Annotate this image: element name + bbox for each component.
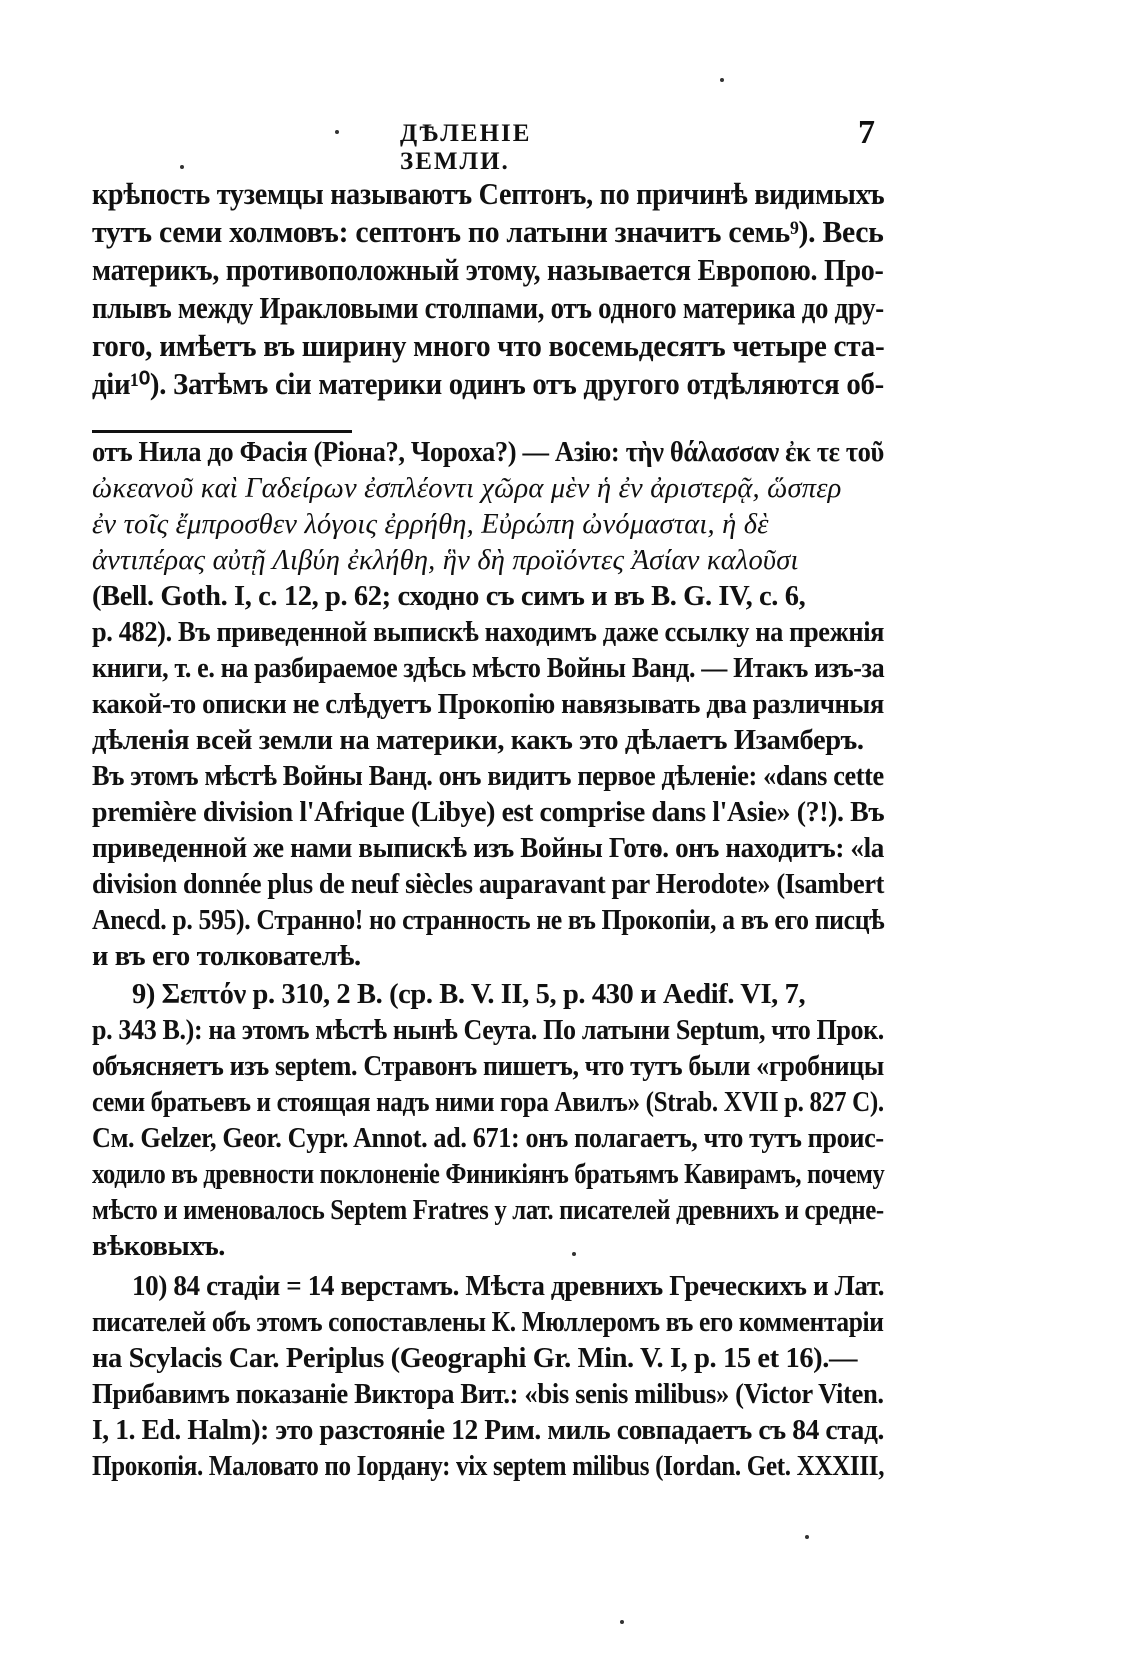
footnote-line: I, 1. Ed. Halm): это разстояніе 12 Рим. миль совпадаетъ съ 84 стад. <box>92 1415 884 1446</box>
footnote-line-greek: ἀντιπέρας αὐτῇ Λιβύη ἐκλήθη, ἣν δὴ προϊόντες Ἀσίαν καλοῦσι <box>92 545 799 576</box>
footnote-separator-rule <box>92 430 352 433</box>
main-text-line: гого, имѣетъ въ ширину много что восемьдесятъ четыре ста- <box>92 328 885 363</box>
footnote-line: мѣсто и именовалось Septem Fratres у лат. писателей древнихъ и средне- <box>92 1195 884 1226</box>
footnote-line: отъ Нила до Фасія (Ріона?, Чороха?) — Азію: τὴν θάλασσαν ἐκ τε τοῦ <box>92 437 884 468</box>
footnote-line: См. Gelzer, Geor. Cypr. Annot. ad. 671: онъ полагаетъ, что тутъ проис- <box>92 1123 884 1154</box>
print-speck <box>805 1535 809 1539</box>
print-speck <box>180 165 184 169</box>
main-text-line: материкъ, противоположный этому, называется Европою. Про- <box>92 252 884 287</box>
footnote-line: Прибавимъ показаніе Виктора Вит.: «bis senis milibus» (Victor Viten. <box>92 1379 884 1410</box>
footnote-line-greek: ὠκεανοῦ καὶ Γαδείρων ἐσπλέοντι χῶρα μὲν ἡ ἐν ἀριστερᾷ, ὥσπερ <box>92 473 842 504</box>
footnote-line: вѣковыхъ. <box>92 1231 226 1262</box>
footnote-line: дѣленія всей земли на материки, какъ это дѣлаетъ Изамберъ. <box>92 725 864 756</box>
print-speck <box>335 130 339 134</box>
footnote-line: p. 343 B.): на этомъ мѣстѣ нынѣ Сеута. По латыни Septum, что Прок. <box>92 1015 884 1046</box>
footnote-line: какой-то описки не слѣдуетъ Прокопію навязывать два различныя <box>92 689 884 720</box>
footnote-line: Anecd. p. 595). Странно! но странность не въ Прокопіи, а въ его писцѣ <box>92 905 885 936</box>
footnote-line: приведенной же нами выпискѣ изъ Войны Готѳ. онъ находитъ: «la <box>92 833 884 864</box>
footnote-line: на Scylacis Car. Periplus (Geographi Gr. Min. V. I, p. 15 et 16).— <box>92 1343 858 1374</box>
footnote-10-start: 10) 84 стадіи = 14 верстамъ. Мѣста древнихъ Греческихъ и Лат. <box>132 1271 885 1302</box>
footnote-line: Прокопія. Маловато по Іордану: vix septem milibus (Iordan. Get. XXXIII, <box>92 1451 885 1482</box>
footnote-line: p. 482). Въ приведенной выпискѣ находимъ даже ссылку на прежнія <box>92 617 885 648</box>
footnote-line-greek: ἐν τοῖς ἔμπροσθεν λόγοις ἐρρήθη, Εὐρώπη ὠνόμασται, ἡ δὲ <box>92 509 769 540</box>
footnote-line: писателей объ этомъ сопоставлены К. Мюллеромъ въ его комментаріи <box>92 1307 884 1338</box>
print-speck <box>720 78 724 82</box>
footnote-line: Въ этомъ мѣстѣ Войны Ванд. онъ видитъ первое дѣленіе: «dans cette <box>92 761 884 792</box>
main-text-line: діи¹⁰). Затѣмъ сіи материки одинъ отъ другого отдѣляются об- <box>92 366 884 401</box>
main-text-line: плывъ между Иракловыми столпами, отъ одного материка до дру- <box>92 290 884 325</box>
footnote-line: première division l'Afrique (Libye) est comprise dans l'Asie» (?!). Въ <box>92 797 885 828</box>
print-speck <box>620 1620 624 1624</box>
footnote-line: (Bell. Goth. I, c. 12, p. 62; сходно съ симъ и въ B. G. IV, c. 6, <box>92 581 806 612</box>
footnote-line: книги, т. е. на разбираемое здѣсь мѣсто Войны Ванд. — Итакъ изъ-за <box>92 653 885 684</box>
print-speck <box>572 1252 576 1256</box>
footnote-line: division donnée plus de neuf siècles auparavant par Herodote» (Isambert <box>92 869 885 900</box>
running-title: ДѢЛЕНІЕ ЗЕМЛИ. <box>400 120 532 175</box>
main-text-line: крѣпость туземцы называютъ Септонъ, по причинѣ видимыхъ <box>92 176 885 211</box>
footnote-line: и въ его толкователѣ. <box>92 941 361 972</box>
footnote-line: объясняетъ изъ septem. Стравонъ пишетъ, что тутъ были «гробницы <box>92 1051 884 1082</box>
page-number: 7 <box>858 114 875 151</box>
main-text-line: тутъ семи холмовъ: септонъ по латыни значитъ семь⁹). Весь <box>92 214 884 249</box>
footnote-line: ходило въ древности поклоненіе Финикіянъ братьямъ Кавирамъ, почему <box>92 1159 885 1190</box>
footnote-line: семи братьевъ и стоящая надъ ними гора Авилъ» (Strab. XVII p. 827 C). <box>92 1087 884 1118</box>
footnote-9-start: 9) Σεπτόν p. 310, 2 B. (cp. B. V. II, 5, p. 430 и Aedif. VI, 7, <box>132 979 806 1010</box>
